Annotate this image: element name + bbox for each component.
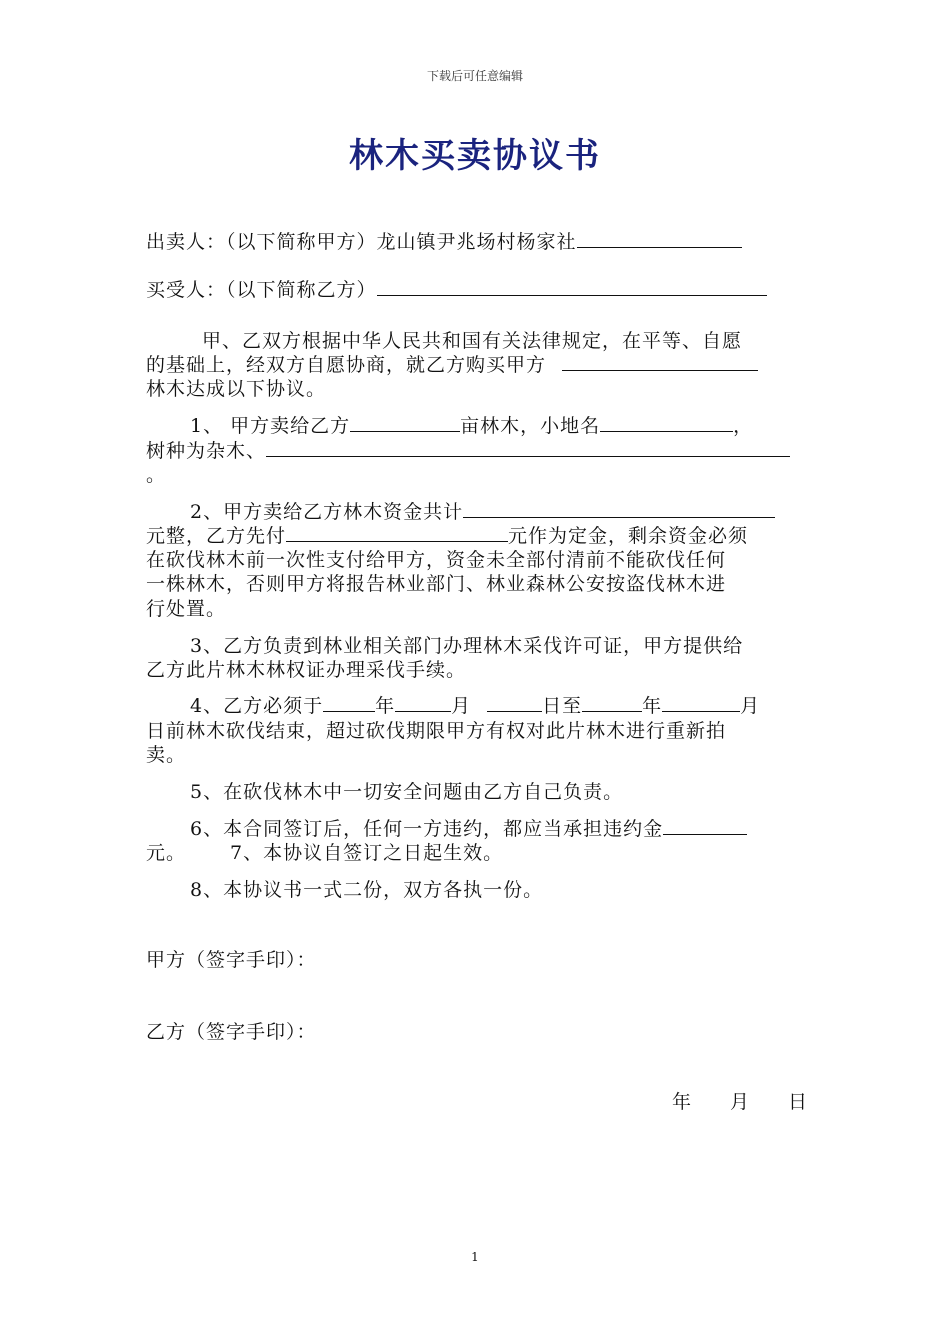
- clause-4-year-1: 年: [375, 695, 396, 717]
- clause-6-penalty-blank[interactable]: [663, 816, 747, 835]
- clause-4-line-3: 卖。: [146, 744, 187, 766]
- buyer-blank[interactable]: [377, 277, 767, 296]
- sign-date: [672, 1087, 808, 1114]
- buyer-label: 买受人：: [146, 279, 227, 301]
- clause-6-line-1: [190, 814, 747, 841]
- date-month: 月: [730, 1091, 751, 1113]
- clause-2-line-5: 行处置。: [146, 598, 227, 620]
- party-a-signature: 甲方（签字手印）：: [146, 949, 317, 971]
- seller-blank[interactable]: [577, 229, 742, 248]
- clause-4-day-to: 日至: [542, 695, 583, 717]
- clause-2-line-4: 一株林木，否则甲方将报告林业部门、林业森林公安按盗伐林木进: [146, 573, 727, 595]
- intro-line-3: 林木达成以下协议。: [146, 378, 327, 400]
- clause-7-text: 7、本协议自签订之日起生效。: [230, 842, 504, 864]
- document-title: 林木买卖协议书: [349, 136, 601, 176]
- clause-2-text-a: 2、甲方卖给乙方林木资金共计: [190, 501, 464, 523]
- clause-6-line-2: [146, 838, 503, 865]
- page-number: 1: [471, 1250, 479, 1264]
- seller-line: [146, 227, 742, 254]
- date-year: 年: [672, 1091, 693, 1113]
- clause-4-year-2: 年: [642, 695, 663, 717]
- intro-text-2: 的基础上，经双方自愿协商，就乙方购买甲方: [146, 354, 547, 376]
- clause-1-place-blank[interactable]: [600, 413, 733, 432]
- clause-2-text-b: 元整，乙方先付: [146, 525, 287, 547]
- clause-5: 5、在砍伐林木中一切安全问题由乙方自己负责。: [190, 781, 624, 803]
- clause-8: 8、本协议书一式二份，双方各执一份。: [190, 879, 544, 901]
- clause-4-month-1: 月: [451, 695, 472, 717]
- seller-label: 出卖人：: [146, 231, 227, 253]
- clause-4-end-year-blank[interactable]: [582, 693, 642, 712]
- clause-2-total-blank[interactable]: [463, 499, 775, 518]
- date-day: 日: [788, 1091, 809, 1113]
- clause-1-text-d: 树种为杂木、: [146, 440, 267, 462]
- clause-3-line-2: 乙方此片林木林权证办理采伐手续。: [146, 659, 467, 681]
- clause-4-start-month-blank[interactable]: [395, 693, 451, 712]
- clause-6-text-b: 元。: [146, 842, 187, 864]
- clause-2-text-c: 元作为定金，剩余资金必须: [508, 525, 749, 547]
- clause-2-line-1: [190, 497, 775, 524]
- clause-1-line-1: [190, 411, 753, 438]
- clause-4-month-2: 月: [740, 695, 761, 717]
- clause-1-text-b: 亩林木，小地名: [460, 415, 601, 437]
- clause-1-line-3: 。: [146, 464, 167, 486]
- clause-4-line-1: [190, 691, 760, 718]
- intro-line-2: [146, 350, 758, 377]
- clause-1-text-a: 1、 甲方卖给乙方: [190, 415, 351, 437]
- clause-1-species-blank[interactable]: [266, 438, 790, 457]
- seller-desc: （以下简称甲方）龙山镇尹兆场村杨家社: [226, 231, 577, 253]
- clause-2-deposit-blank[interactable]: [286, 523, 508, 542]
- clause-1-area-blank[interactable]: [350, 413, 460, 432]
- clause-4-line-2: 日前林木砍伐结束，超过砍伐期限甲方有权对此片林木进行重新拍: [146, 720, 727, 742]
- buyer-line: [146, 275, 767, 302]
- clause-4-text-a: 4、乙方必须于: [190, 695, 324, 717]
- clause-4-start-year-blank[interactable]: [323, 693, 375, 712]
- clause-2-line-3: 在砍伐林木前一次性支付给甲方，资金未全部付清前不能砍伐任何: [146, 549, 727, 571]
- clause-1-line-2: [146, 436, 790, 463]
- clause-2-line-2: [146, 521, 748, 548]
- clause-4-start-day-blank[interactable]: [487, 693, 542, 712]
- clause-4-end-month-blank[interactable]: [662, 693, 740, 712]
- buyer-desc: （以下简称乙方）: [226, 279, 377, 301]
- clause-6-text-a: 6、本合同签订后，任何一方违约，都应当承担违约金: [190, 818, 664, 840]
- page-header: 下载后可任意编辑: [426, 69, 523, 83]
- intro-blank[interactable]: [562, 352, 758, 371]
- intro-line-1: 甲、乙双方根据中华人民共和国有关法律规定，在平等、自愿: [202, 330, 743, 352]
- clause-1-text-c: ，: [733, 415, 754, 437]
- clause-3-line-1: 3、乙方负责到林业相关部门办理林木采伐许可证，甲方提供给: [190, 635, 744, 657]
- party-b-signature: 乙方（签字手印）：: [146, 1021, 317, 1043]
